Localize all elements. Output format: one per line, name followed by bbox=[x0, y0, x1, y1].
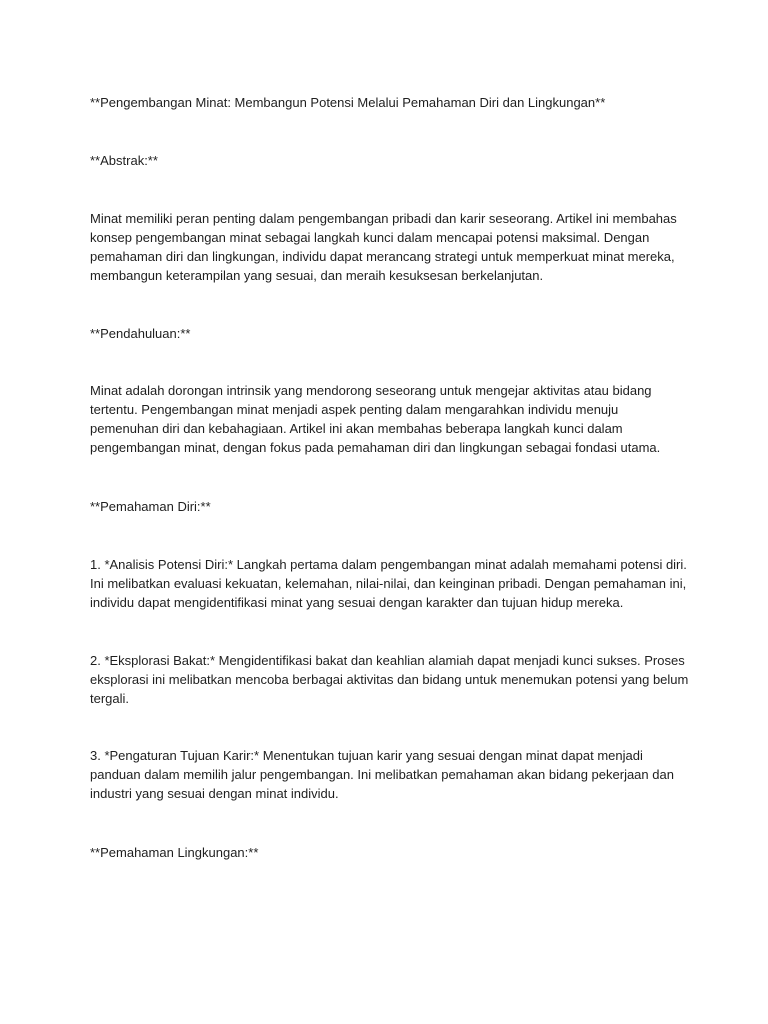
abstract-line: konsep pengembangan minat sebagai langkah kunci dalam mencapai potensi maksimal. Dengan bbox=[90, 230, 650, 245]
abstract-line: pemahaman diri dan lingkungan, individu dapat merancang strategi untuk memperkuat minat mereka, bbox=[90, 249, 675, 264]
abstract-line: membangun keterampilan yang sesuai, dan meraih kesuksesan berkelanjutan. bbox=[90, 268, 544, 283]
environment-understanding-heading: **Pemahaman Lingkungan:** bbox=[90, 845, 259, 860]
self-understanding-heading: **Pemahaman Diri:** bbox=[90, 499, 211, 514]
list-item-line: individu dapat mengidentifikasi minat yang sesuai dengan karakter dan tujuan hidup mereka. bbox=[90, 595, 624, 610]
list-item-line: 1. *Analisis Potensi Diri:* Langkah pertama dalam pengembangan minat adalah memahami potensi diri. bbox=[90, 557, 687, 572]
abstract-paragraph bbox=[90, 209, 690, 285]
intro-line: pengembangan minat, dengan fokus pada pemahaman diri dan lingkungan sebagai fondasi utama. bbox=[90, 440, 661, 455]
list-item-2 bbox=[90, 651, 690, 708]
list-item-line: 2. *Eksplorasi Bakat:* Mengidentifikasi bakat dan keahlian alamiah dapat menjadi kunci sukses. Proses bbox=[90, 653, 685, 668]
document-title: **Pengembangan Minat: Membangun Potensi Melalui Pemahaman Diri dan Lingkungan** bbox=[90, 95, 606, 110]
intro-paragraph bbox=[90, 381, 690, 457]
list-item-1 bbox=[90, 555, 690, 612]
list-item-line: Ini melibatkan evaluasi kekuatan, kelemahan, nilai-nilai, dan keinginan pribadi. Dengan pemahaman ini, bbox=[90, 576, 687, 591]
intro-heading: **Pendahuluan:** bbox=[90, 326, 191, 341]
list-item-line: panduan dalam memilih jalur pengembangan. Ini melibatkan pemahaman akan bidang pekerjaan dan bbox=[90, 767, 674, 782]
list-item-3 bbox=[90, 746, 690, 803]
list-item-line: eksplorasi ini melibatkan mencoba berbagai aktivitas dan bidang untuk menemukan potensi yang belum bbox=[90, 672, 689, 687]
abstract-heading: **Abstrak:** bbox=[90, 153, 158, 168]
list-item-line: 3. *Pengaturan Tujuan Karir:* Menentukan tujuan karir yang sesuai dengan minat dapat menjadi bbox=[90, 748, 643, 763]
intro-line: Minat adalah dorongan intrinsik yang mendorong seseorang untuk mengejar aktivitas atau bidang bbox=[90, 383, 652, 398]
list-item-line: tergali. bbox=[90, 691, 130, 706]
intro-line: tertentu. Pengembangan minat menjadi aspek penting dalam mengarahkan individu menuju bbox=[90, 402, 619, 417]
list-item-line: industri yang sesuai dengan minat individu. bbox=[90, 786, 339, 801]
intro-line: pemenuhan diri dan kebahagiaan. Artikel ini akan membahas beberapa langkah kunci dalam bbox=[90, 421, 623, 436]
abstract-line: Minat memiliki peran penting dalam pengembangan pribadi dan karir seseorang. Artikel ini membahas bbox=[90, 211, 677, 226]
